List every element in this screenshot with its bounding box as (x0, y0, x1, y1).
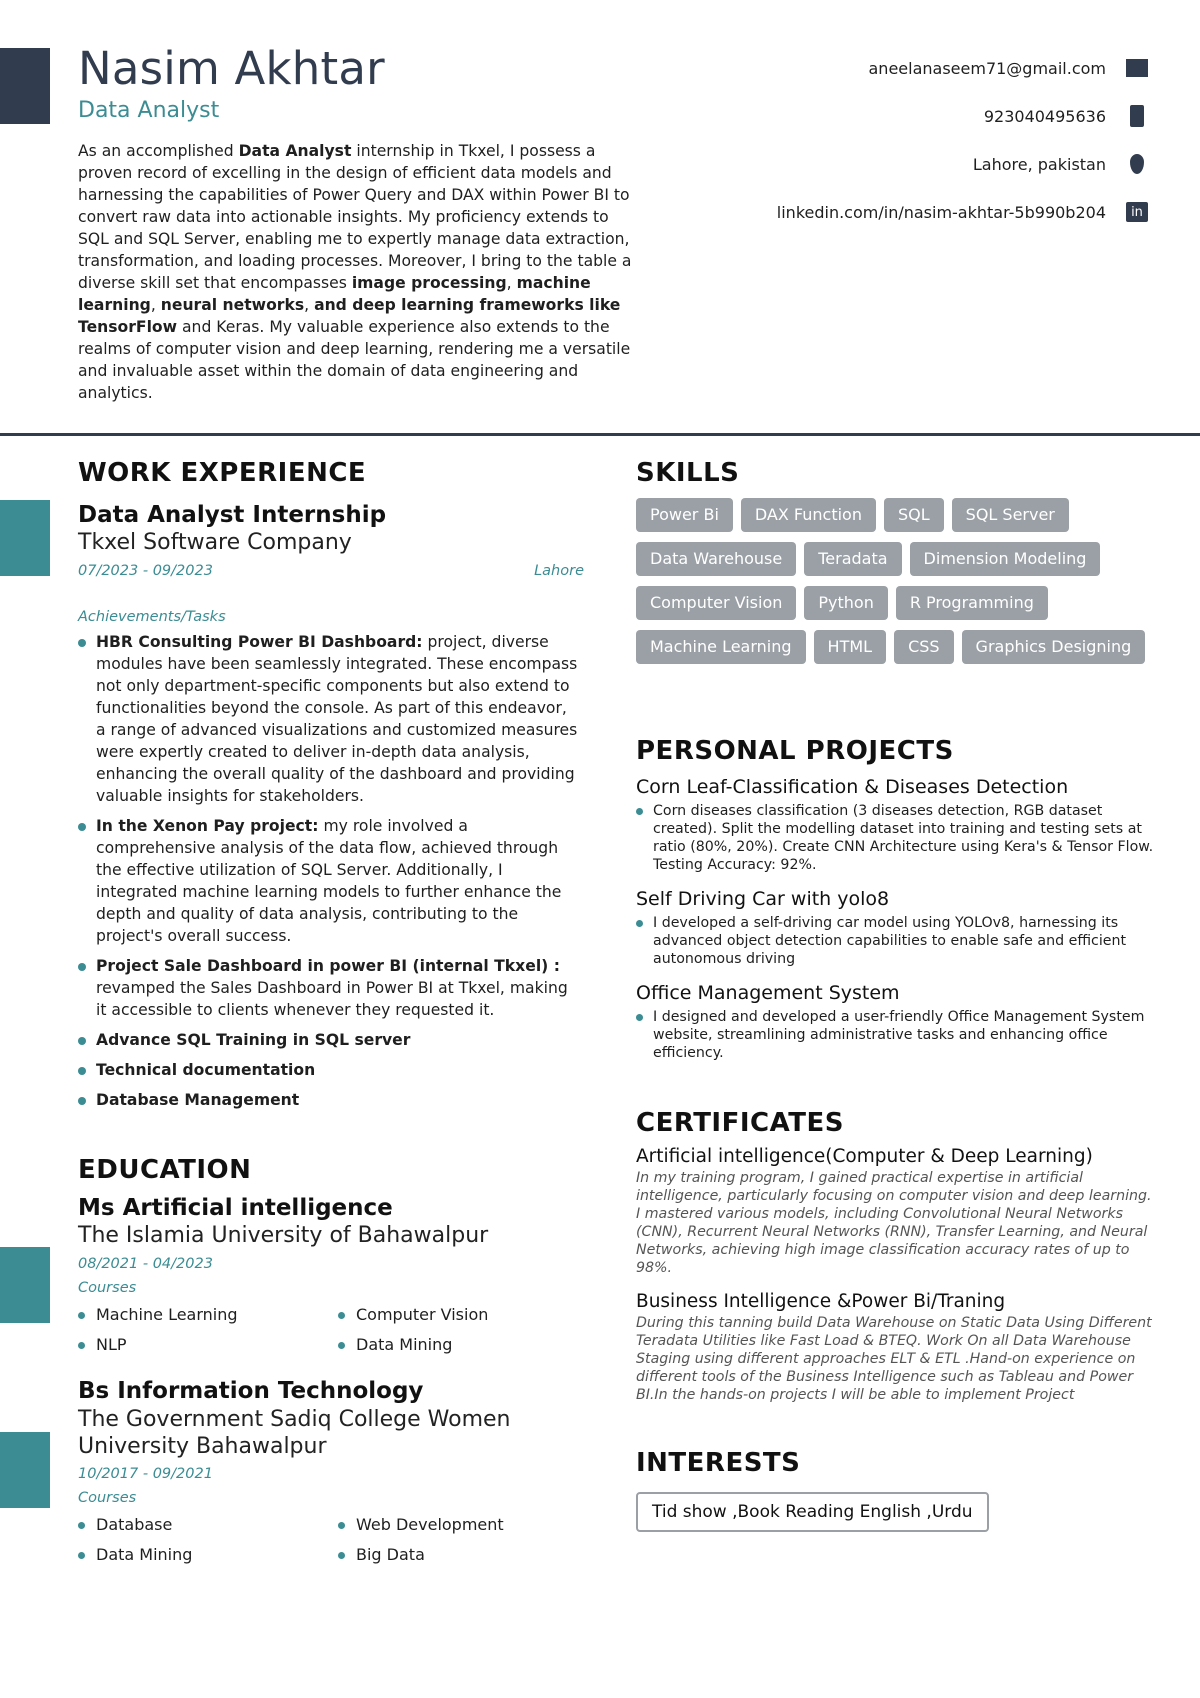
job-dates: 07/2023 - 09/2023 (78, 563, 213, 579)
job-meta (78, 563, 584, 579)
skill-tag: Graphics Designing (962, 630, 1146, 664)
contact-location-row (777, 140, 1148, 188)
skill-list (636, 498, 1156, 674)
project-list (636, 776, 1156, 1062)
skill-tag: Dimension Modeling (910, 542, 1101, 576)
skill-tag: R Programming (896, 586, 1048, 620)
project-description: I designed and developed a user-friendly Office Management System website, streamlining administrative tasks and enhancing office efficiency. (636, 1008, 1156, 1062)
certificate-title: Artificial intelligence(Computer & Deep Learning) (636, 1146, 1093, 1167)
task-text: my role involved a comprehensive analysis of the data flow, achieved through the effective utilization of SQL Server. Additionally, I integrated machine learning models to further enhance the depth and quality of data analysis, contributing to the project's overall success. (96, 817, 562, 945)
interests-heading: INTERESTS (636, 1448, 801, 1478)
work-experience-heading: WORK EXPERIENCE (78, 458, 367, 488)
task-heading: Technical documentation (96, 1061, 316, 1079)
linkedin-icon (1126, 201, 1148, 223)
right-column (636, 458, 1156, 1532)
certificate-list (636, 1146, 1156, 1404)
phone-text[interactable]: 923040495636 (983, 106, 1106, 126)
skill-tag: Teradata (804, 542, 901, 576)
certificates-heading: CERTIFICATES (636, 1108, 844, 1138)
location-pin-icon (1126, 153, 1148, 175)
task-item (78, 815, 578, 947)
contact-linkedin-row[interactable] (777, 188, 1148, 236)
education-heading: EDUCATION (78, 1155, 252, 1185)
skill-tag: Machine Learning (636, 630, 806, 664)
task-text: project, diverse modules have been seamlessly integrated. These encompass not only department-specific components but also extend to functionalities beyond the console. As part of this endeavor, a range of advanced visualizations and customized measures were expertly created to deliver in-depth data analysis, enhancing the overall quality of the dashboard and providing valuable insights for stakeholders. (96, 633, 578, 805)
summary-text: , (150, 296, 161, 314)
header-divider (0, 433, 1200, 436)
contact-email-row[interactable] (777, 44, 1148, 92)
task-text: revamped the Sales Dashboard in Power BI at Tkxel, making it accessible to clients whenever they requested it. (96, 979, 568, 1019)
course-item: Machine Learning (78, 1300, 338, 1330)
linkedin-icon-glyph: in (1126, 202, 1148, 222)
summary-highlight: machine learning (78, 274, 591, 314)
course-item: Computer Vision (338, 1300, 578, 1330)
course-list (78, 1300, 578, 1360)
task-item (78, 1029, 578, 1051)
summary-text: , (506, 274, 517, 292)
task-heading: In the Xenon Pay project: (96, 817, 319, 835)
course-item: Data Mining (338, 1330, 578, 1360)
summary-text: , (304, 296, 315, 314)
summary-highlight: neural networks (160, 296, 305, 314)
envelope-icon (1126, 57, 1148, 79)
summary-highlight: Data Analyst (238, 142, 352, 160)
skill-tag: Computer Vision (636, 586, 796, 620)
interest-list (636, 1478, 1156, 1532)
degree-title: Ms Artificial intelligence (78, 1195, 393, 1221)
certificate-description: During this tanning build Data Warehouse on Static Data Using Different Teradata Utilities like Fast Load & BTEQ. Work On all Data Warehouse Staging using different approaches ELT & ETL .Hand-on experience on different tools of the Business Intelligence such as Tableau and Power BI.In the hands-on projects I will be able to implement Project (636, 1315, 1152, 1403)
skill-tag: Python (804, 586, 887, 620)
candidate-name: Nasim Akhtar (78, 42, 385, 95)
school-name: The Islamia University of Bahawalpur (78, 1223, 489, 1248)
work-accent-bar (0, 500, 50, 576)
task-heading: Advance SQL Training in SQL server (96, 1031, 411, 1049)
task-item (78, 1089, 578, 1111)
summary-highlight: and deep learning frameworks like TensorFlow (78, 296, 621, 336)
job-company: Tkxel Software Company (78, 530, 352, 555)
courses-label: Courses (78, 1490, 137, 1506)
education-bs-accent-bar (0, 1432, 50, 1508)
task-heading: HBR Consulting Power BI Dashboard: (96, 633, 423, 651)
summary-highlight: image processing (351, 274, 507, 292)
education-dates: 10/2017 - 09/2021 (78, 1466, 213, 1482)
task-heading: Database Management (96, 1091, 300, 1109)
education-dates: 08/2021 - 04/2023 (78, 1256, 213, 1272)
certificate-description: In my training program, I gained practical expertise in artificial intelligence, particularly focusing on computer vision and deep learning. I mastered various models, including Convolutional Neural Networks (CNN), Recurrent Neural Networks (RNN), Transfer Learning, and Neural Networks, achieving high image classification accuracy rates of up to 98%. (636, 1170, 1152, 1276)
job-title: Data Analyst Internship (78, 502, 387, 528)
courses-label: Courses (78, 1280, 137, 1296)
education-ms-accent-bar (0, 1247, 50, 1323)
task-list (78, 631, 578, 1111)
email-text[interactable]: aneelanaseem71@gmail.com (868, 58, 1106, 78)
project-title: Office Management System (636, 982, 900, 1004)
task-item (78, 1059, 578, 1081)
tasks-label: Achievements/Tasks (78, 609, 226, 625)
course-item: NLP (78, 1330, 338, 1360)
project-description: I developed a self-driving car model using YOLOv8, harnessing its advanced object detection capabilities to enable safe and efficient autonomous driving (636, 914, 1156, 968)
location-text: Lahore, pakistan (972, 154, 1106, 174)
project-title: Self Driving Car with yolo8 (636, 888, 890, 910)
header-accent-bar (0, 48, 50, 124)
task-item (78, 955, 578, 1021)
certificate-title: Business Intelligence &Power Bi/Traning (636, 1291, 1006, 1312)
personal-projects-heading: PERSONAL PROJECTS (636, 736, 954, 766)
task-heading: Project Sale Dashboard in power BI (internal Tkxel) : (96, 957, 560, 975)
skill-tag: CSS (894, 630, 953, 664)
school-name: The Government Sadiq College Women University Bahawalpur (78, 1407, 511, 1459)
contact-info (777, 44, 1148, 236)
degree-title: Bs Information Technology (78, 1378, 424, 1404)
summary-text: and Keras. My valuable experience also extends to the realms of computer vision and deep learning, rendering me a versatile and invaluable asset within the domain of data engineering and analytics. (78, 318, 631, 402)
education-entry (78, 1378, 578, 1570)
left-column (78, 458, 584, 1570)
course-item: Data Mining (78, 1540, 338, 1570)
contact-phone-row[interactable] (777, 92, 1148, 140)
interest-tag: Tid show ,Book Reading English ,Urdu (636, 1492, 989, 1532)
skill-tag: HTML (814, 630, 887, 664)
summary-text: internship in Tkxel, I possess a proven record of excelling in the design of efficient data models and harnessing the capabilities of Power Query and DAX within Power BI to convert raw data into actionable insights. My proficiency extends to SQL and SQL Server, enabling me to expertly manage data extraction, transformation, and loading processes. Moreover, I bring to the table a diverse skill set that encompasses (78, 142, 632, 292)
course-item: Big Data (338, 1540, 578, 1570)
skills-heading: SKILLS (636, 458, 740, 488)
candidate-title: Data Analyst (78, 98, 220, 123)
project-title: Corn Leaf-Classification & Diseases Detection (636, 776, 1069, 798)
skill-tag: DAX Function (741, 498, 876, 532)
summary-text: As an accomplished (78, 142, 239, 160)
skill-tag: SQL Server (952, 498, 1069, 532)
course-item: Web Development (338, 1510, 578, 1540)
phone-icon (1126, 105, 1148, 127)
task-item (78, 631, 578, 807)
skill-tag: SQL (884, 498, 944, 532)
skill-tag: Data Warehouse (636, 542, 796, 576)
skill-tag: Power Bi (636, 498, 733, 532)
course-list (78, 1510, 578, 1570)
course-item: Database (78, 1510, 338, 1540)
linkedin-text[interactable]: linkedin.com/in/nasim-akhtar-5b990b204 (776, 202, 1106, 222)
education-entry (78, 1195, 578, 1360)
profile-summary (78, 140, 638, 404)
job-location: Lahore (534, 563, 584, 579)
project-description: Corn diseases classification (3 diseases detection, RGB dataset created). Split the modelling dataset into training and testing sets at ratio (80%, 20%). Create CNN Architecture using Kera's & Tensor Flow. Testing Accuracy: 92%. (636, 802, 1156, 874)
